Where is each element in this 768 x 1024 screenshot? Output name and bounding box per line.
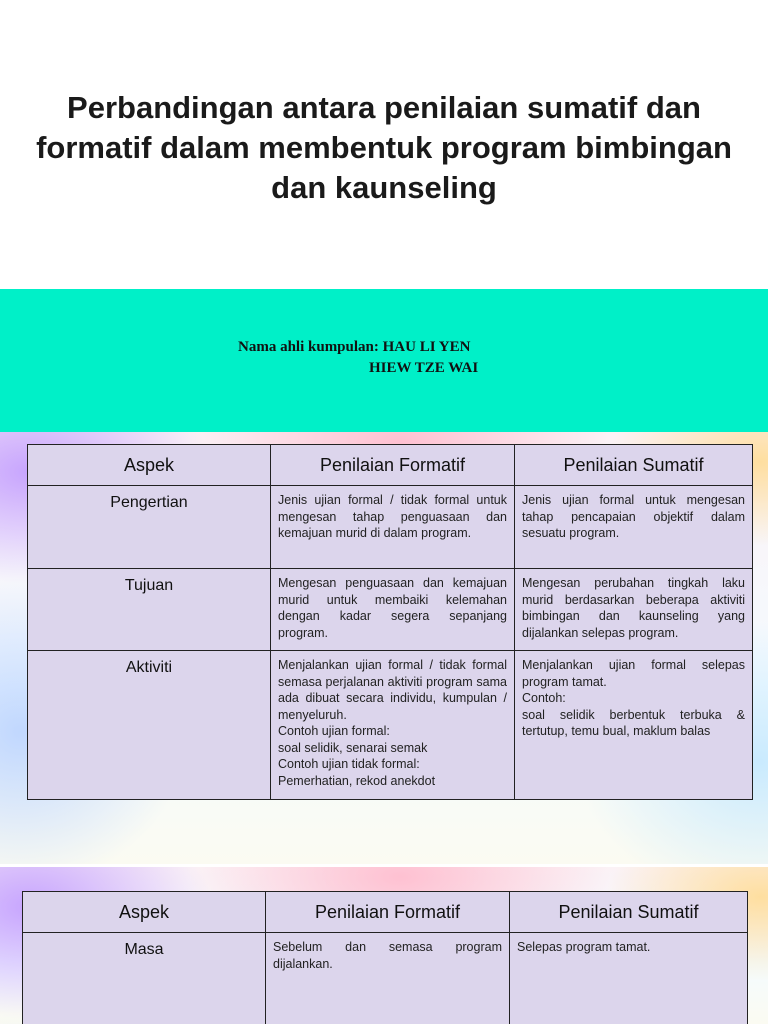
cell-formatif: Menjalankan ujian formal / tidak formal semasa perjalanan aktiviti program sama ada dibuat secara individu, kumpulan / menyeluruh. Contoh ujian formal: soal selidik, senarai semak Contoh ujian tidak formal: Pemerhatian, rekod anekdot: [271, 651, 515, 800]
table-row: [28, 486, 753, 569]
cell-formatif: Mengesan penguasaan dan kemajuan murid untuk membaiki kelemahan dengan kadar segera sepanjang program.: [271, 569, 515, 651]
header-sumatif: Penilaian Sumatif: [510, 892, 748, 933]
members-line-2: HIEW TZE WAI: [369, 360, 479, 376]
comparison-table-1: [27, 444, 753, 800]
group-members: [238, 337, 478, 379]
table-header-row: [23, 892, 748, 933]
table-row: [28, 651, 753, 800]
cell-aspek: Aktiviti: [28, 651, 271, 800]
members-line-1: Nama ahli kumpulan: HAU LI YEN: [238, 339, 471, 355]
cell-aspek: Pengertian: [28, 486, 271, 569]
cell-aspek: Tujuan: [28, 569, 271, 651]
header-formatif: Penilaian Formatif: [266, 892, 510, 933]
cell-formatif: Jenis ujian formal / tidak formal untuk mengesan tahap penguasaan dan kemajuan murid di dalam program.: [271, 486, 515, 569]
header-aspek: Aspek: [23, 892, 266, 933]
table-row: [28, 569, 753, 651]
header-sumatif: Penilaian Sumatif: [515, 445, 753, 486]
comparison-slide-1: [0, 432, 768, 864]
cell-aspek: Masa: [23, 933, 266, 1024]
table-header-row: [28, 445, 753, 486]
cell-sumatif: Jenis ujian formal untuk mengesan tahap pencapaian objektif dalam sesuatu program.: [515, 486, 753, 569]
slide-title: Perbandingan antara penilaian sumatif dan formatif dalam membentuk program bimbingan dan kaunseling: [36, 90, 732, 205]
comparison-slide-2: [0, 867, 768, 1024]
comparison-table-2: [22, 891, 748, 1024]
header-aspek: Aspek: [28, 445, 271, 486]
cell-formatif: Sebelum dan semasa program dijalankan.: [266, 933, 510, 1024]
cell-sumatif: Menjalankan ujian formal selepas program tamat. Contoh: soal selidik berbentuk terbuka & tertutup, temu bual, maklum balas: [515, 651, 753, 800]
cell-sumatif: Mengesan perubahan tingkah laku murid berdasarkan beberapa aktiviti bimbingan dan kaunseling yang dijalankan selepas program.: [515, 569, 753, 651]
title-slide: [0, 0, 768, 432]
table-row: [23, 933, 748, 1024]
header-formatif: Penilaian Formatif: [271, 445, 515, 486]
cell-sumatif: Selepas program tamat.: [510, 933, 748, 1024]
